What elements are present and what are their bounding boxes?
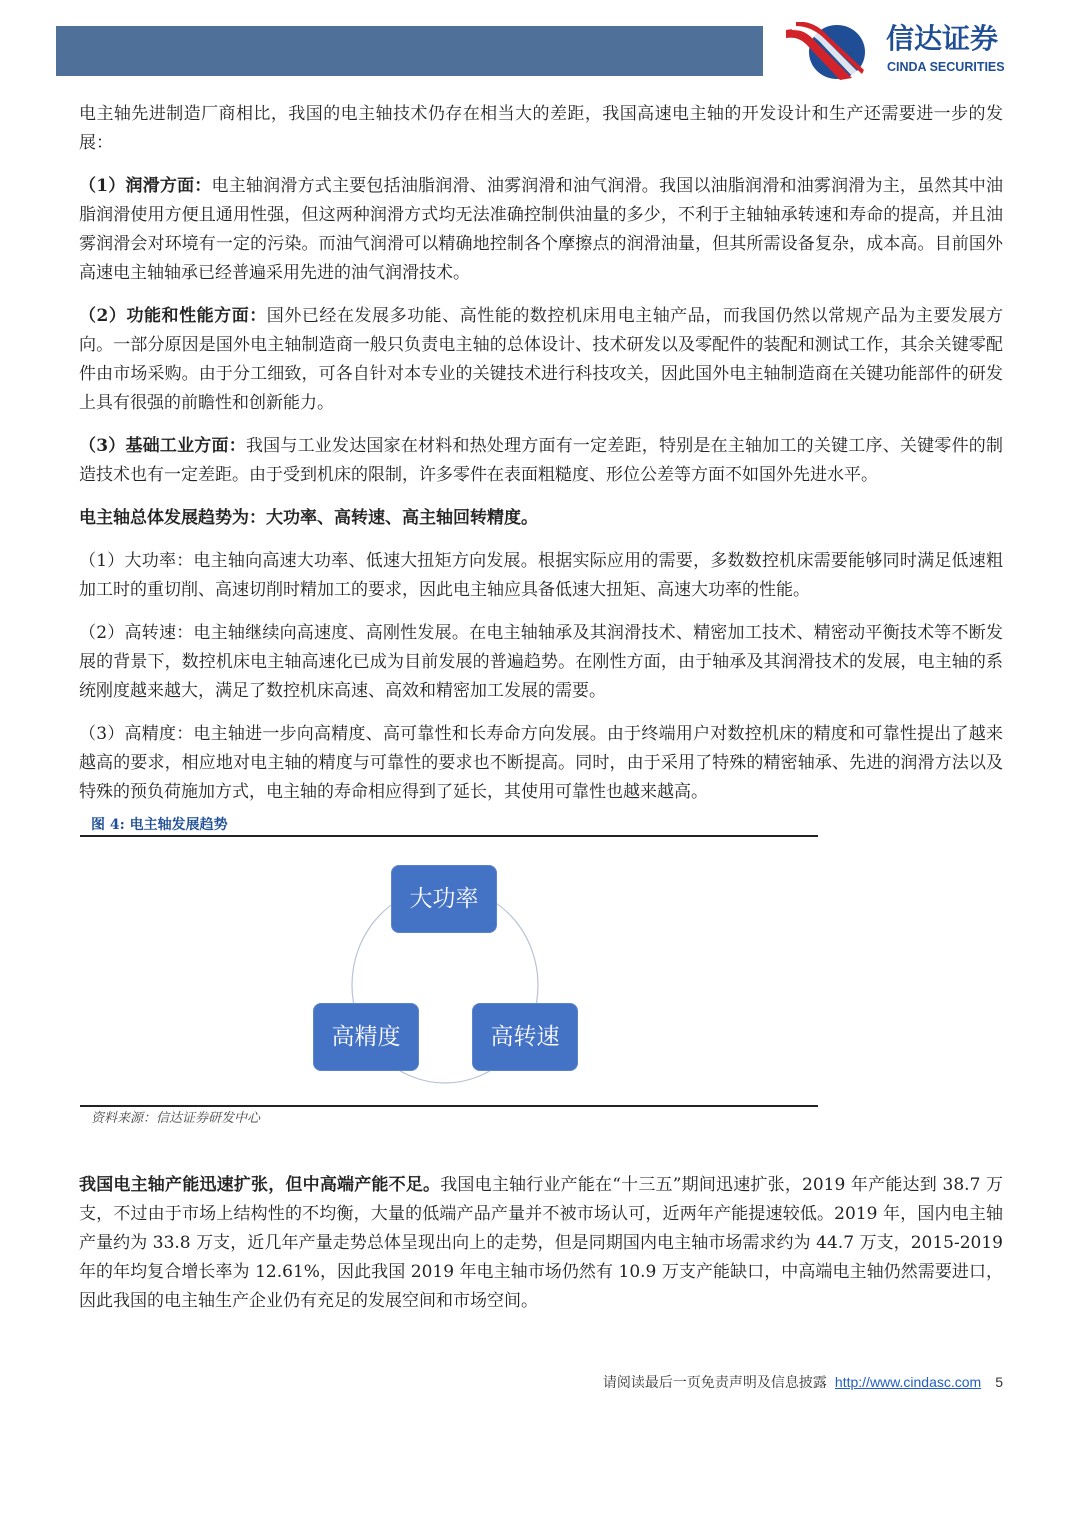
paragraph: [79, 100, 1003, 158]
paragraph-text: 电主轴润滑方式主要包括油脂润滑、油雾润滑和油气润滑。我国以油脂润滑和油雾润滑为主，虽然其中油脂润滑使用方便且通用性强，但这两种润滑方式均无法准确控制供油量的多少，不利于主轴轴承转速和寿命的提高，并且油雾润滑会对环境有一定的污染。而油气润滑可以精确地控制各个摩擦点的润滑油量，但其所需设备复杂，成本高。目前国外高速电主轴轴承已经普遍采用先进的油气润滑技术。: [79, 176, 1003, 283]
paragraph: [79, 619, 1003, 706]
paragraph-text: 国外已经在发展多功能、高性能的数控机床用电主轴产品，而我国仍然以常规产品为主要发展方向。一部分原因是国外电主轴制造商一般只负责电主轴的总体设计、技术研发以及零配件的装配和测试工作，其余关键零配件由市场采购。由于分工细致，可各自针对本专业的关键技术进行科技攻关，因此国外电主轴制造商在关键功能部件的研发上具有很强的前瞻性和创新能力。: [79, 306, 1003, 413]
header: [0, 0, 1080, 92]
page-number: 5: [995, 1374, 1003, 1390]
figure: [80, 813, 818, 1129]
paragraph-text: （1）大功率：电主轴向高速大功率、低速大扭矩方向发展。根据实际应用的需要，多数数控机床需要能够同时满足低速粗加工时的重切削、高速切削时精加工的要求，因此电主轴应具备低速大扭矩、高速大功率的性能。: [79, 551, 1003, 600]
figure-source: 资料来源：信达证券研发中心: [91, 1111, 261, 1126]
paragraph: [79, 504, 1003, 533]
paragraph: [79, 432, 1003, 490]
paragraph-text: （3）高精度：电主轴进一步向高精度、高可靠性和长寿命方向发展。由于终端用户对数控机床的精度和可靠性提出了越来越高的要求，相应地对电主轴的精度与可靠性的要求也不断提高。同时，由于采用了特殊的精密轴承、先进的润滑方法以及特殊的预负荷施加方式，电主轴的寿命相应得到了延长，其使用可靠性也越来越高。: [79, 724, 1003, 802]
paragraph-lead: （2）功能和性能方面：: [79, 306, 267, 326]
body-text: [79, 92, 1003, 1316]
node-high-precision: 高精度: [313, 1003, 419, 1071]
trend-diagram: [300, 857, 600, 1093]
closing-section: [79, 1171, 1003, 1316]
footer: [0, 1372, 1003, 1473]
paragraph-lead: （1）润滑方面：: [79, 176, 212, 196]
website-link[interactable]: http://www.cindasc.com: [834, 1374, 982, 1390]
node-high-power: 大功率: [391, 865, 497, 933]
logo-english-text: CINDA SECURITIES: [887, 60, 1005, 74]
paragraph-text: 电主轴先进制造厂商相比，我国的电主轴技术仍存在相当大的差距，我国高速电主轴的开发设计和生产还需要进一步的发展：: [79, 104, 1003, 153]
figure-title: 图 4: 电主轴发展趋势: [91, 817, 228, 833]
paragraph: [79, 172, 1003, 288]
paragraph-text: 我国电主轴行业产能在“十三五”期间迅速扩张，2019 年产能达到 38.7 万支，不过由于市场上结构性的不均衡，大量的低端产品产量并不被市场认可，近两年产能提速较低。2019 年，国内电主轴产量约为 33.8 万支，近几年产量走势总体呈现出向上的走势，但是同期国内电主轴市场需求约为 44.7 万支，2015-2019 年的年均复合增长率为 12.61%，因此我国 2019 年电主轴市场仍然有 10.9 万支产能缺口，中高端电主轴仍然需要进口，因此我国的电主轴生产企业仍有充足的发展空间和市场空间。: [79, 1175, 1003, 1311]
cinda-logo-icon: [782, 22, 872, 82]
node-high-speed: 高转速: [472, 1003, 578, 1071]
paragraph-text: 我国与工业发达国家在材料和热处理方面有一定差距，特别是在主轴加工的关键工序、关键零件的制造技术也有一定差距。由于受到机床的限制，许多零件在表面粗糙度、形位公差等方面不如国外先进水平。: [79, 436, 1003, 485]
cinda-logo: [782, 22, 1062, 84]
paragraph-lead: （3）基础工业方面：: [79, 436, 246, 456]
header-band: [56, 26, 763, 76]
paragraph: [79, 302, 1003, 418]
paragraph-lead: 电主轴总体发展趋势为：大功率、高转速、高主轴回转精度。: [79, 508, 538, 528]
paragraph: [79, 547, 1003, 605]
paragraph: [79, 720, 1003, 807]
paragraph-lead: 我国电主轴产能迅速扩张，但中高端产能不足。: [79, 1175, 441, 1195]
figure-bottom-rule: [80, 1105, 818, 1107]
logo-chinese-text: 信达证券: [886, 22, 999, 55]
figure-top-rule: [80, 835, 818, 837]
paragraph: [79, 1171, 1003, 1316]
disclaimer-text: 请阅读最后一页免责声明及信息披露: [602, 1375, 827, 1391]
paragraph-text: （2）高转速：电主轴继续向高速度、高刚性发展。在电主轴轴承及其润滑技术、精密加工技术、精密动平衡技术等不断发展的背景下，数控机床电主轴高速化已成为目前发展的普遍趋势。在刚性方面，由于轴承及其润滑技术的发展，电主轴的系统刚度越来越大，满足了数控机床高速、高效和精密加工发展的需要。: [79, 623, 1003, 701]
